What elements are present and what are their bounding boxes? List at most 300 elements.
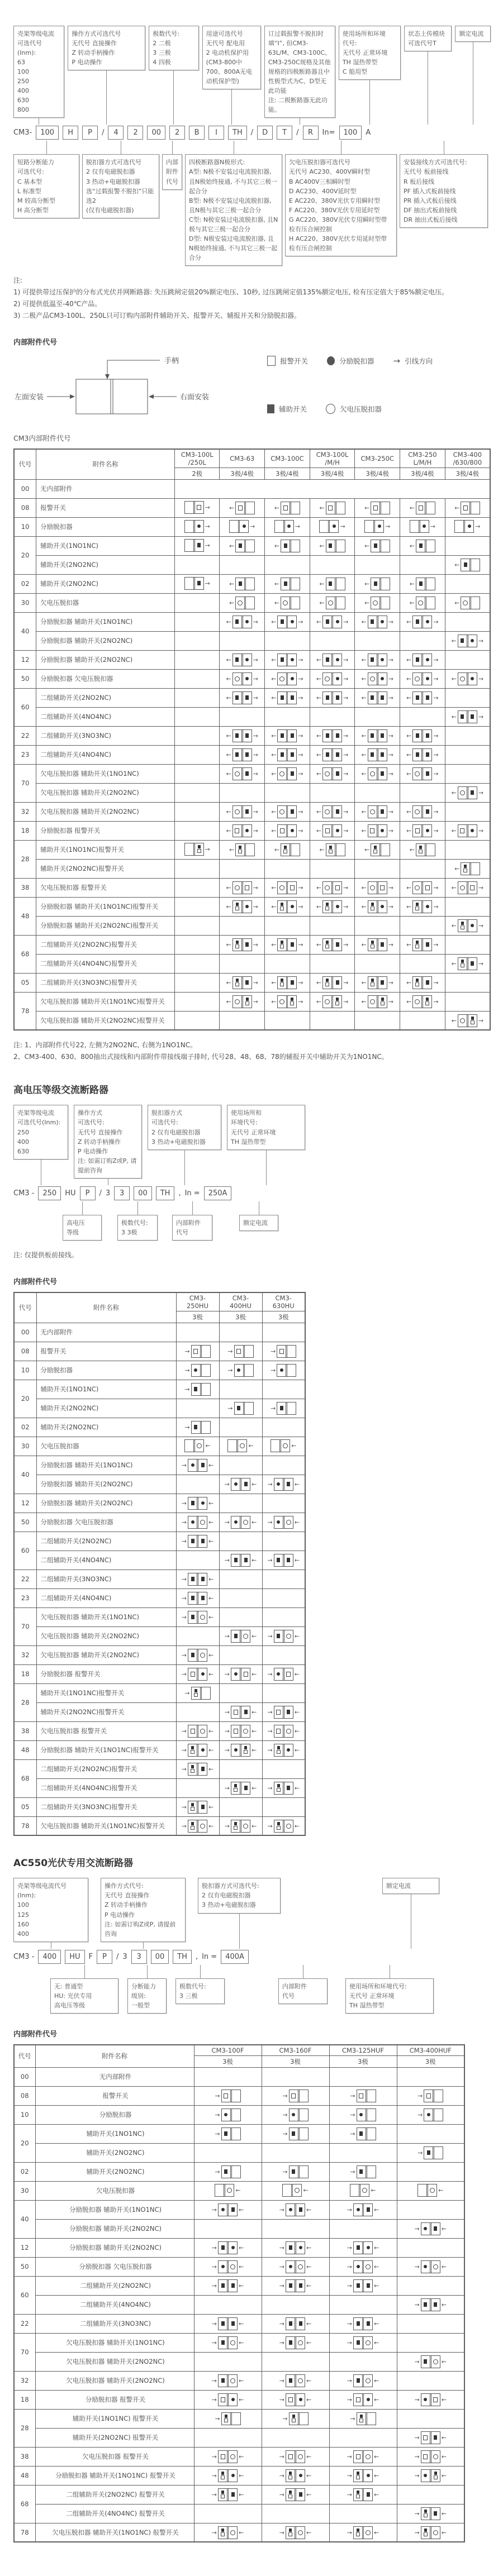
lead-direction-arrow-icon: ←: [441, 2225, 447, 2232]
accessory-diagram-cell: [219, 1494, 262, 1513]
undervoltage-release-symbol: [433, 2454, 438, 2459]
lead-direction-arrow-icon: →: [347, 2263, 352, 2270]
accessory-code-cell: 70: [14, 764, 36, 802]
accessory-position-diagram: [316, 938, 348, 951]
accessory-code-cell: 05: [14, 973, 36, 992]
table-header: [14, 449, 490, 480]
hu-model-code-row: [13, 1185, 491, 1201]
aux-switch-symbol: [291, 998, 293, 1001]
option-box-line: 2 电动机保护用: [206, 49, 249, 57]
lead-direction-arrow-icon: ←: [374, 2339, 379, 2346]
lead-direction-arrow-icon: ←: [271, 884, 277, 891]
option-box-line: 状态上传模块: [408, 30, 445, 37]
accessory-diagram-cell: [262, 1399, 305, 1418]
accessory-diagram-cell: [400, 840, 445, 859]
aux-switch-symbol: [284, 846, 287, 849]
lead-direction-arrow-icon: →: [224, 1784, 230, 1792]
left-compartment: [413, 939, 421, 951]
section2-heading: 高电压等级交流断路器: [13, 1085, 108, 1096]
lead-direction-arrow-icon: ←: [441, 2396, 447, 2403]
right-compartment: [230, 2166, 240, 2178]
lead-direction-arrow-icon: ←: [451, 713, 457, 721]
lead-direction-arrow-icon: ←: [271, 827, 277, 834]
shunt-release-symbol: [201, 1672, 205, 1676]
accessory-position-diagram: [279, 2374, 311, 2387]
accessory-position-diagram: [364, 520, 390, 533]
shunt-release-symbol: [327, 356, 335, 365]
lead-direction-arrow-icon: ←: [374, 2472, 379, 2479]
breaker-outline: [421, 2355, 440, 2368]
table-row: [14, 1759, 305, 1778]
model-code-box: I: [208, 126, 224, 140]
aux-switch-symbol: [357, 2321, 360, 2326]
alarm-switch-symbol: [356, 2397, 360, 2402]
right-compartment: [227, 2375, 237, 2387]
accessory-position-diagram: [316, 616, 348, 628]
breaker-outline: [289, 2108, 309, 2121]
option-box-line: P 电动操作: [78, 1147, 108, 1155]
right-compartment: [469, 559, 480, 571]
option-box-wrap: [382, 1878, 439, 1948]
left-compartment: [365, 521, 373, 532]
left-compartment: [286, 2261, 295, 2273]
accessory-diagram-cell: [445, 897, 490, 916]
accessory-position-diagram: [271, 729, 303, 742]
option-box-line: 额定电流: [386, 1882, 411, 1890]
option-box-line: 环境代号:: [231, 1119, 258, 1127]
aux-alarm-stacked-symbol: [235, 979, 239, 986]
accessory-code-cell: 68: [14, 2485, 35, 2523]
accessory-name-cell: 分励脱扣器 辅助开关(2NO2NC): [35, 2219, 194, 2238]
accessory-name-cell: 二组辅助开关(3NO3NC): [36, 1570, 176, 1588]
accessory-diagram-cell: [445, 992, 490, 1011]
accessory-diagram-cell: [310, 802, 355, 821]
accessory-table: [13, 2044, 465, 2543]
left-compartment: [281, 540, 290, 552]
left-compartment: [281, 578, 290, 590]
lead-direction-arrow-icon: →: [271, 1366, 276, 1374]
accessory-diagram-cell: [265, 878, 310, 897]
lead-direction-arrow-icon: ←: [226, 675, 231, 683]
option-box-line: 无代号 AC230、400V瞬时型: [289, 168, 371, 176]
option-box-line: C 基本型: [17, 178, 42, 185]
lead-direction-arrow-icon: ←: [451, 960, 457, 967]
left-compartment: [323, 692, 331, 704]
aux-switch-symbol: [461, 922, 464, 925]
aux-switch-symbol: [424, 2359, 427, 2364]
accessory-position-diagram: [406, 976, 438, 989]
left-compartment: [188, 1649, 197, 1661]
undervoltage-release-symbol: [430, 2188, 435, 2193]
aux-switch-symbol: [244, 1786, 248, 1790]
lead-direction-arrow-icon: ←: [239, 2206, 244, 2214]
undervoltage-release-symbol: [279, 771, 284, 776]
breaker-outline: [274, 1725, 293, 1738]
right-compartment: [200, 1421, 210, 1433]
right-compartment: [283, 1725, 293, 1737]
table-row: [14, 840, 490, 859]
option-box-line: 欠电压脱扣器可选代号: [289, 159, 350, 166]
breaker-outline: [353, 2450, 373, 2463]
accessory-position-diagram: [406, 805, 438, 818]
accessory-position-diagram: [406, 729, 438, 742]
alarm-switch-symbol: [335, 885, 340, 890]
accessory-diagram-cell: [262, 1437, 305, 1456]
aux-switch-symbol: [289, 2245, 292, 2250]
accessory-position-diagram: [347, 2203, 379, 2216]
lead-direction-arrow-icon: →: [298, 656, 303, 664]
breaker-outline: [218, 2203, 238, 2216]
lead-direction-arrow-icon: →: [343, 694, 349, 702]
accessory-diagram-cell: [262, 1588, 305, 1607]
right-compartment: [421, 749, 431, 761]
undervoltage-release-symbol: [279, 885, 284, 890]
lead-direction-arrow-icon: →: [253, 941, 258, 948]
table-row: [14, 973, 490, 992]
lead-direction-arrow-icon: ←: [361, 808, 367, 815]
aux-switch-symbol: [191, 1615, 194, 1619]
lead-direction-arrow-icon: ←: [319, 599, 325, 607]
left-compartment: [461, 597, 469, 609]
model-code-box: 400: [38, 1950, 61, 1964]
table-row: [14, 707, 490, 726]
aux-switch-symbol: [221, 2529, 224, 2532]
lead-direction-arrow-icon: →: [388, 694, 393, 702]
accessory-diagram-cell: [176, 1418, 219, 1437]
left-compartment: [368, 996, 377, 1008]
accessory-diagram-cell: [175, 897, 220, 916]
poles-header: 3极: [219, 1311, 262, 1323]
accessory-diagram-cell: [310, 612, 355, 631]
accessory-diagram-cell: [220, 517, 265, 536]
right-compartment: [433, 2147, 443, 2159]
accessory-name-cell: 辅助开关(1NO1NC)报警开关: [36, 1683, 176, 1702]
accessory-name-cell: 无内部附件: [35, 2067, 194, 2086]
aux-alarm-stacked-symbol: [359, 2415, 363, 2422]
accessory-diagram-cell: [220, 631, 265, 650]
left-compartment: [219, 2280, 227, 2292]
alarm-switch-symbol: [193, 1349, 198, 1354]
right-compartment: [286, 882, 296, 894]
lead-direction-arrow-icon: ←: [271, 694, 277, 702]
lead-direction-arrow-icon: ←: [406, 656, 412, 664]
undervoltage-release-symbol: [325, 999, 330, 1004]
lead-direction-arrow-icon: →: [184, 1347, 190, 1355]
right-compartment: [227, 2280, 237, 2292]
accessory-code-cell: 08: [14, 2086, 35, 2105]
lead-direction-arrow-icon: ←: [274, 504, 280, 512]
lead-direction-arrow-icon: →: [267, 1822, 273, 1830]
accessory-position-diagram: [350, 2090, 376, 2102]
lead-direction-arrow-icon: ←: [361, 941, 367, 948]
accessory-diagram-cell: [220, 992, 265, 1011]
accessory-position-diagram: [225, 1478, 257, 1491]
accessory-diagram-cell: [176, 1513, 219, 1532]
accessory-diagram-cell: [262, 2371, 329, 2390]
shunt-release-symbol: [336, 677, 339, 680]
accessory-position-diagram: [212, 2336, 244, 2349]
right-compartment: [430, 2508, 440, 2520]
alarm-switch-symbol: [424, 2532, 428, 2536]
mounting-diagram: [13, 352, 248, 424]
right-compartment: [241, 673, 252, 685]
breaker-outline: [221, 2412, 241, 2425]
lead-direction-arrow-icon: →: [343, 675, 349, 683]
option-box: [185, 154, 282, 266]
option-box-line: 壳架等级电流代号: [17, 1882, 67, 1890]
accessory-position-diagram: [226, 881, 258, 894]
breaker-outline: [221, 2090, 241, 2102]
breaker-outline: [286, 2450, 305, 2463]
accessory-diagram-cell: [194, 2523, 262, 2542]
lead-direction-arrow-icon: ←: [374, 2244, 379, 2251]
lead-direction-arrow-icon: →: [224, 1518, 230, 1526]
accessory-position-diagram: [410, 540, 435, 552]
right-compartment: [240, 1725, 250, 1737]
right-compartment: [295, 2451, 305, 2463]
lead-direction-arrow-icon: ←: [451, 1017, 457, 1024]
accessory-diagram-cell: [220, 859, 265, 878]
accessory-diagram-cell: [175, 726, 220, 745]
accessory-position-diagram: [274, 502, 300, 514]
accessory-name-cell: 二组辅助开关(4NO4NC): [36, 1588, 176, 1607]
breaker-outline: [322, 824, 342, 837]
right-compartment: [286, 825, 296, 837]
note-line: 注:: [13, 276, 23, 284]
right-compartment: [240, 1516, 250, 1528]
left-compartment: [222, 2166, 230, 2178]
aux-alarm-stacked-symbol: [238, 846, 242, 853]
left-compartment: [235, 1403, 243, 1414]
option-box-line: 脱扣器方式可选代号:: [202, 1882, 259, 1890]
right-compartment: [197, 1668, 207, 1680]
option-box-line: 可选代号:: [78, 1119, 105, 1127]
undervoltage-release-symbol: [243, 1729, 248, 1734]
accessory-position-diagram: [184, 1364, 210, 1377]
accessory-diagram-cell: [220, 783, 265, 802]
aux-alarm-stacked-symbol: [425, 998, 429, 1005]
product-name-line: CM3-250C: [360, 454, 394, 462]
right-compartment: [197, 1763, 207, 1775]
option-box-line: PR 插入式板后接线: [404, 197, 457, 204]
aux-switch-symbol: [424, 2510, 427, 2513]
lead-direction-arrow-icon: →: [343, 618, 349, 626]
undervoltage-release-symbol: [373, 600, 378, 605]
accessory-code-cell: 40: [14, 612, 36, 650]
header-row: [14, 1292, 305, 1311]
alarm-switch-symbol: [191, 1729, 195, 1734]
left-compartment: [231, 1668, 240, 1680]
breaker-outline: [416, 502, 435, 514]
accessory-position-diagram: [274, 597, 300, 609]
lead-direction-arrow-icon: →: [279, 2244, 284, 2251]
accessory-position-diagram: [410, 520, 435, 533]
accessory-diagram-cell: [176, 1816, 219, 1835]
lead-direction-arrow-icon: ←: [306, 2263, 312, 2270]
accessory-diagram-cell: [219, 1418, 262, 1437]
breaker-outline: [221, 2127, 241, 2140]
option-box-line: 选“过载报警不脱扣”只能选2: [86, 187, 154, 204]
accessory-name-cell: 分励脱扣器 辅助开关(2NO2NC)报警开关: [36, 916, 175, 935]
accessory-diagram-cell: [175, 612, 220, 631]
breaker-outline: [412, 672, 432, 685]
option-box-line: 2 二极: [153, 40, 171, 47]
undervoltage-release-symbol: [279, 999, 284, 1004]
aux-switch-symbol: [326, 619, 329, 624]
left-compartment: [286, 2470, 295, 2482]
right-compartment: [240, 1554, 250, 1566]
accessory-diagram-cell: [445, 878, 490, 897]
alarm-switch-symbol: [292, 2418, 296, 2422]
left-compartment: [281, 502, 290, 514]
undervoltage-release-symbol: [463, 600, 468, 605]
accessory-diagram-cell: [397, 2219, 464, 2238]
ordering-diagram-hu: [13, 1105, 491, 1261]
breaker-outline: [353, 2526, 373, 2539]
breaker-outline: [235, 843, 255, 856]
lead-direction-arrow-icon: →: [215, 2092, 220, 2100]
right-compartment: [291, 2184, 301, 2196]
breaker-outline: [326, 502, 345, 514]
breaker-outline: [281, 502, 300, 514]
aux-alarm-stacked-symbol: [290, 998, 294, 1005]
aux-alarm-stacked-symbol: [381, 998, 385, 1005]
aux-alarm-stacked-symbol: [224, 2415, 228, 2422]
accessory-name-cell: 辅助开关(1NO1NC): [36, 1380, 176, 1399]
left-compartment: [421, 2508, 430, 2520]
model-code-box: TH: [156, 1186, 175, 1200]
alarm-switch-symbol: [325, 944, 329, 948]
aux-alarm-stacked-symbol: [415, 941, 419, 948]
option-box-line: 脱扣器方式可选代号: [86, 159, 141, 166]
lead-direction-arrow-icon: →: [298, 941, 303, 948]
lead-direction-arrow-icon: →: [298, 884, 303, 891]
shunt-release-symbol: [367, 2474, 370, 2477]
lead-direction-arrow-icon: →: [433, 675, 439, 683]
breaker-outline: [350, 2184, 369, 2197]
product-name-line: CM3-400HU: [229, 1294, 252, 1310]
lead-direction-arrow-icon: →: [205, 541, 210, 549]
breaker-outline: [353, 2488, 373, 2501]
lead-direction-arrow-icon: ←: [406, 770, 412, 777]
legend-label: 欠电压脱扣器: [340, 404, 382, 413]
accessory-code-cell: 28: [14, 840, 36, 878]
option-box: [127, 1978, 167, 2014]
undervoltage-release-symbol: [230, 2340, 235, 2345]
accessory-position-diagram: [271, 824, 303, 837]
breaker-outline: [454, 520, 474, 533]
option-box: [198, 1878, 281, 1913]
breaker-outline: [368, 824, 387, 837]
accessory-diagram-cell: [329, 2390, 397, 2409]
accessory-position-diagram: [225, 1820, 257, 1833]
aux-alarm-stacked-symbol: [461, 922, 464, 929]
aux-switch-symbol: [289, 2321, 292, 2326]
option-box-line: 250: [17, 78, 29, 85]
left-compartment: [458, 711, 467, 723]
right-compartment: [240, 1820, 250, 1832]
shunt-release-symbol: [277, 1520, 280, 1524]
accessory-diagram-cell: [310, 992, 355, 1011]
accessory-code-cell: 32: [14, 2371, 35, 2390]
accessory-diagram-cell: [262, 1494, 305, 1513]
option-box-line: 内部: [166, 159, 178, 166]
right-compartment: [421, 825, 431, 837]
right-compartment: [331, 996, 341, 1008]
accessory-position-diagram: [316, 729, 348, 742]
accessory-diagram-cell: [219, 1626, 262, 1645]
left-compartment: [215, 2184, 224, 2196]
breaker-outline: [322, 976, 342, 989]
accessory-diagram-cell: [219, 1664, 262, 1683]
product-name-line: CM3-100L: [181, 450, 213, 459]
shunt-release-symbol: [424, 2265, 427, 2268]
accessory-position-diagram: [226, 748, 258, 761]
lead-direction-arrow-icon: ←: [441, 2529, 447, 2536]
breaker-outline: [412, 748, 432, 761]
accessory-diagram-cell: [445, 916, 490, 935]
left-compartment: [277, 1403, 286, 1414]
accessory-code-cell: 00: [14, 2067, 35, 2086]
alarm-switch-symbol: [470, 885, 474, 890]
accessory-position-diagram: [271, 900, 303, 913]
aux-switch-symbol: [371, 941, 374, 944]
undervoltage-release-symbol: [200, 1653, 205, 1658]
lead-direction-arrow-icon: →: [253, 979, 258, 986]
lead-direction-arrow-icon: ←: [441, 2510, 447, 2517]
alarm-switch-symbol: [221, 2454, 225, 2459]
option-box-line: A型: N极不安装过电流脱扣器, 且N极始终接通, 不与其它三极一起合分: [189, 168, 278, 195]
accessory-name-cell: 分励脱扣器 辅助开关(2NO2NC): [36, 1475, 176, 1494]
lead-direction-arrow-icon: →: [279, 2320, 284, 2327]
accessory-diagram-cell: [310, 878, 355, 897]
table-row: [14, 1588, 305, 1607]
right-compartment: [467, 958, 477, 970]
breaker-outline: [322, 938, 342, 951]
accessory-diagram-cell: [355, 821, 400, 840]
accessory-diagram-cell: [262, 2447, 329, 2466]
left-compartment: [458, 882, 467, 894]
lead-direction-arrow-icon: →: [298, 998, 303, 1005]
aux-switch-symbol: [424, 2529, 427, 2532]
accessory-diagram-cell: [400, 536, 445, 555]
breaker-outline: [322, 900, 342, 913]
breaker-outline: [319, 520, 339, 533]
alarm-switch-symbol: [425, 885, 430, 890]
table-row: [14, 2409, 464, 2428]
option-box-line: 代号: [282, 1992, 295, 2000]
aux-alarm-stacked-symbol: [356, 2472, 360, 2479]
lead-direction-arrow-icon: →: [253, 732, 258, 740]
breaker-outline: [412, 995, 432, 1008]
table-row: [14, 954, 490, 973]
lead-direction-arrow-icon: ←: [306, 2491, 312, 2498]
table-row: [14, 2219, 464, 2238]
aux-alarm-stacked-symbol: [292, 2415, 296, 2422]
table-row: [14, 479, 490, 498]
accessory-diagram-cell: [220, 688, 265, 707]
right-compartment: [295, 2280, 305, 2292]
left-compartment: [219, 2318, 227, 2330]
lead-direction-arrow-icon: →: [279, 2206, 284, 2214]
option-box-line: 使用场所和环境代号:: [349, 1982, 407, 1990]
shunt-release-symbol: [471, 829, 474, 832]
aux-alarm-stacked-symbol: [461, 960, 464, 967]
aux-switch-symbol: [287, 1482, 290, 1486]
accessory-code-cell: 68: [14, 935, 36, 973]
breaker-outline: [353, 2260, 373, 2273]
ac550-model-code-row: [13, 1949, 491, 1965]
